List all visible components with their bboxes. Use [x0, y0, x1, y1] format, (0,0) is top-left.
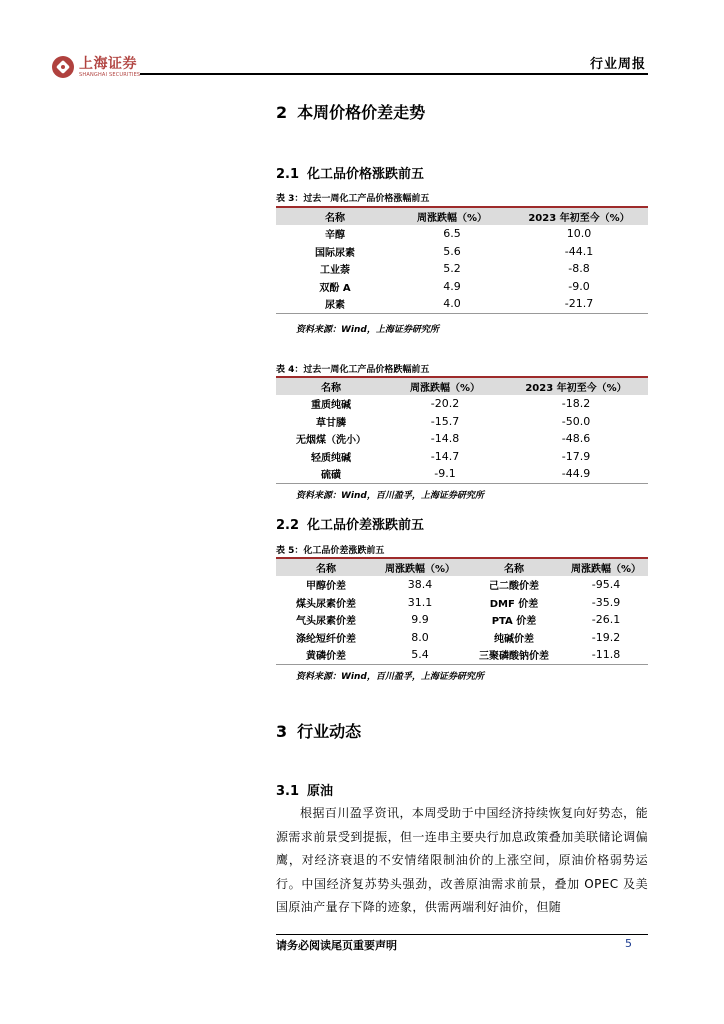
table-cell: 4.9 [443, 279, 461, 293]
table-cell: 8.0 [411, 630, 429, 644]
table-cell: -95.4 [591, 578, 621, 592]
table-row [276, 395, 648, 413]
table-cell: 9.9 [411, 613, 429, 627]
column-header: 名称 [276, 207, 394, 225]
table-3-source: 资料来源：Wind，上海证券研究所 [296, 325, 439, 335]
table-cell: -11.8 [564, 646, 648, 664]
section-title: 原油 [307, 784, 334, 799]
body-paragraph [276, 802, 648, 920]
section-3-heading [276, 719, 361, 742]
section-2-2-heading [276, 514, 424, 533]
column-header: 2023 年初至今（%） [510, 207, 648, 225]
table-cell: -26.1 [591, 613, 621, 627]
table-cell: 草甘膦 [316, 417, 346, 429]
table-cell: 双酚 A [319, 282, 351, 294]
table-5-source: 资料来源：Wind，百川盈孚，上海证券研究所 [296, 672, 484, 682]
column-header: 周涨跌幅（%） [394, 207, 510, 225]
section-number: 3 [276, 722, 288, 741]
brand-name-cn: 上海证券 [79, 55, 137, 72]
table-cell: -8.8 [568, 262, 590, 276]
table-row [276, 430, 648, 448]
table-cell: -9.0 [568, 279, 590, 293]
table-cell: 5.6 [443, 244, 461, 258]
table-4 [276, 376, 648, 484]
table-cell: -48.6 [561, 432, 591, 446]
table-cell: PTA 价差 [491, 616, 537, 628]
column-header: 周涨跌幅（%） [564, 558, 648, 576]
table-cell: 黄磷价差 [276, 646, 376, 664]
table-cell: 尿素 [276, 295, 394, 313]
table-cell: 31.1 [407, 595, 433, 609]
table-cell: 己二酸价差 [489, 581, 539, 593]
table-cell: 气头尿素价差 [296, 616, 356, 628]
table-row [276, 465, 648, 483]
table-cell: 辛醇 [325, 230, 345, 242]
table-row [276, 225, 648, 243]
column-header: 名称 [276, 377, 386, 395]
table-row [276, 646, 648, 664]
table-row [276, 611, 648, 629]
section-title: 化工品价差涨跌前五 [307, 518, 425, 533]
section-2-1-heading [276, 163, 424, 182]
table-row [276, 594, 648, 612]
table-cell: -50.0 [561, 414, 591, 428]
table-cell: -9.1 [386, 465, 504, 483]
table-cell: -15.7 [430, 414, 460, 428]
table-cell: -44.1 [564, 244, 594, 258]
paragraph-text: 根据百川盈孚资讯，本周受助于中国经济持续恢复向好势态，能源需求前景受到提振，但一连串主要央行加息政策叠加美联储论调偏鹰，对经济衰退的不安情绪限制油价的上涨空间，原油价格弱势运行。中国经济复苏势头强劲，改善原油需求前景，叠加 OPEC 及美国原油产量存下降的迹象，供需两端利好油价，但随 [276, 806, 649, 915]
table-cell: -44.9 [504, 465, 648, 483]
table-row [276, 278, 648, 296]
section-number: 2.2 [276, 518, 300, 533]
table-3 [276, 206, 648, 314]
table-row [276, 448, 648, 466]
table-row [276, 629, 648, 647]
table-cell: 纯碱价差 [494, 633, 534, 645]
brand-emblem-icon [52, 56, 74, 78]
table-cell: 轻质纯碱 [311, 452, 351, 464]
table-cell: 硫磺 [276, 465, 386, 483]
table-cell: 重质纯碱 [311, 400, 351, 412]
page-number: 5 [625, 937, 632, 950]
table-header-row [276, 558, 648, 576]
section-2-heading [276, 100, 425, 123]
table-cell: 38.4 [407, 578, 433, 592]
brand-name-en: SHANGHAI SECURITIES [79, 71, 141, 78]
table-row [276, 576, 648, 594]
table-header-row [276, 377, 648, 395]
table-cell: -19.2 [591, 630, 621, 644]
header-divider [140, 73, 648, 75]
table-4-caption: 表 4：过去一周化工产品价格跌幅前五 [276, 365, 430, 375]
column-header: 周涨跌幅（%） [386, 377, 504, 395]
table-cell: -18.2 [561, 397, 591, 411]
table-cell: -21.7 [510, 295, 648, 313]
table-cell: 5.2 [443, 262, 461, 276]
table-cell: DMF 价差 [489, 598, 539, 610]
section-3-1-heading [276, 780, 333, 799]
table-cell: 5.4 [376, 646, 464, 664]
table-cell: 6.5 [443, 227, 461, 241]
report-type: 行业周报 [589, 57, 646, 72]
table-3-caption: 表 3：过去一周化工产品价格涨幅前五 [276, 194, 430, 204]
section-number: 2.1 [276, 167, 300, 182]
column-header: 周涨跌幅（%） [376, 558, 464, 576]
table-cell: -14.7 [430, 449, 460, 463]
table-cell: 10.0 [566, 227, 592, 241]
table-row [276, 243, 648, 261]
column-header: 2023 年初至今（%） [504, 377, 648, 395]
table-5-caption: 表 5：化工品价差涨跌前五 [276, 546, 385, 556]
table-cell: 煤头尿素价差 [296, 598, 356, 610]
section-number: 3.1 [276, 784, 300, 799]
table-cell: 工业萘 [320, 265, 350, 277]
section-title: 本周价格价差走势 [297, 103, 426, 122]
table-cell: 涤纶短纤价差 [296, 633, 356, 645]
section-title: 行业动态 [297, 722, 362, 741]
table-cell: 4.0 [394, 295, 510, 313]
footer-disclaimer: 请务必阅读尾页重要声明 [276, 939, 397, 952]
table-cell: 无烟煤（洗小） [296, 435, 366, 447]
table-cell: -17.9 [561, 449, 591, 463]
section-title: 化工品价格涨跌前五 [307, 167, 425, 182]
table-4-source: 资料来源：Wind，百川盈孚，上海证券研究所 [296, 491, 484, 501]
table-row [276, 295, 648, 313]
table-cell: -14.8 [430, 432, 460, 446]
table-row [276, 413, 648, 431]
footer-divider [276, 934, 648, 935]
table-header-row [276, 207, 648, 225]
table-row [276, 260, 648, 278]
table-cell: -20.2 [430, 397, 460, 411]
table-5 [276, 557, 648, 665]
table-cell: 三聚磷酸钠价差 [464, 646, 564, 664]
section-number: 2 [276, 103, 288, 122]
table-cell: -35.9 [591, 595, 621, 609]
column-header: 名称 [276, 558, 376, 576]
table-cell: 国际尿素 [315, 247, 355, 259]
brand-logo [52, 56, 140, 78]
column-header: 名称 [464, 558, 564, 576]
table-cell: 甲醇价差 [306, 581, 346, 593]
